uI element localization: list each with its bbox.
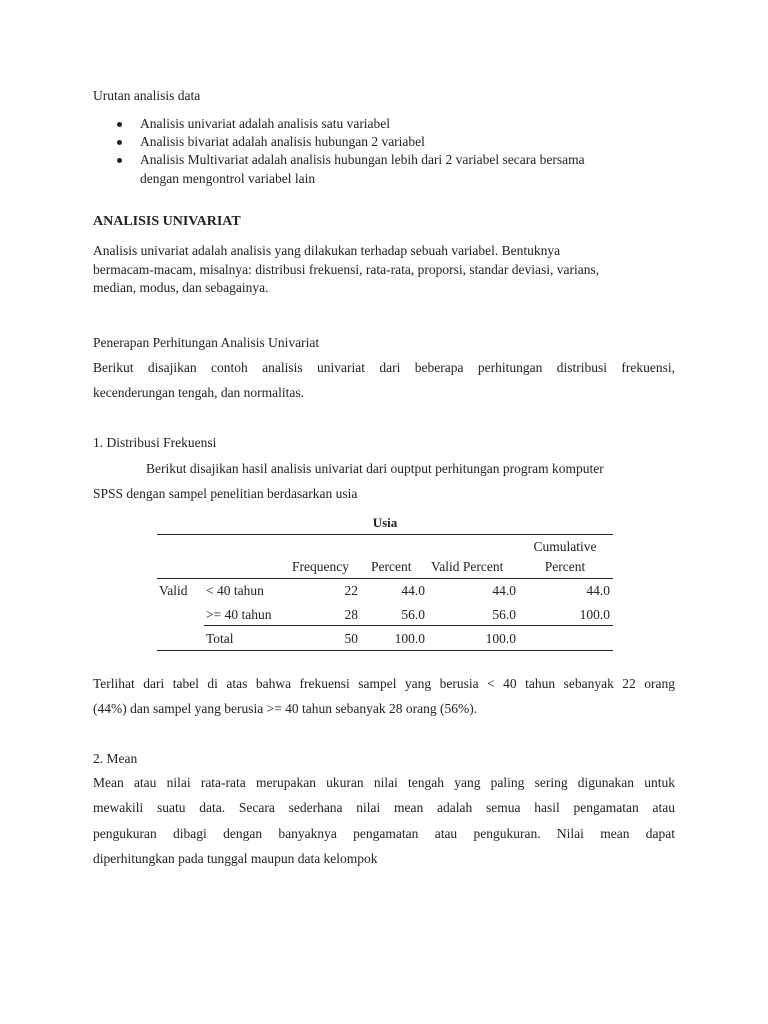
- bullet-item: Analisis univariat adalah analisis satu variabel: [140, 116, 391, 131]
- row-label: >= 40 tahun: [206, 607, 272, 622]
- bullet-dot-icon: [117, 140, 122, 145]
- paragraph-line: pengukuran dibagi dengan banyaknya pengamatan atau pengukuran. Nilai mean dapat: [93, 826, 675, 841]
- table-rule-bottom: [157, 650, 613, 651]
- cell-cumulative: 44.0: [586, 583, 610, 598]
- paragraph-line: Terlihat dari tabel di atas bahwa frekuensi sampel yang berusia < 40 tahun sebanyak 22 orang: [93, 676, 675, 691]
- bullet-item: Analisis bivariat adalah analisis hubungan 2 variabel: [140, 134, 425, 149]
- table-rule-header: [157, 578, 613, 579]
- header-frequency: Frequency: [292, 559, 349, 574]
- paragraph-line: mewakili suatu data. Secara sederhana nilai mean adalah semua hasil pengamatan atau: [93, 800, 675, 815]
- table-rule-top: [157, 534, 613, 535]
- bullet-item: Analisis Multivariat adalah analisis hubungan lebih dari 2 variabel secara bersama: [140, 152, 585, 167]
- header-cumulative: Cumulative: [533, 539, 597, 554]
- cell-frequency: 22: [344, 583, 358, 598]
- cell-valid-percent: 44.0: [492, 583, 516, 598]
- header-cumulative-percent: Percent: [544, 559, 586, 574]
- paragraph-line: kecenderungan tengah, dan normalitas.: [93, 385, 305, 400]
- bullet-dot-icon: [117, 158, 122, 163]
- cell-valid-percent: 100.0: [485, 631, 516, 646]
- cell-percent: 56.0: [401, 607, 425, 622]
- header-valid-percent: Valid Percent: [431, 559, 504, 574]
- bullet-item-continuation: dengan mengontrol variabel lain: [140, 171, 316, 186]
- intro-title: Urutan analisis data: [93, 88, 201, 103]
- table-title: Usia: [372, 515, 398, 530]
- cell-percent: 100.0: [394, 631, 425, 646]
- subsection-title: 1. Distribusi Frekuensi: [93, 435, 217, 450]
- paragraph-line: median, modus, dan sebagainya.: [93, 280, 269, 295]
- section-heading: ANALISIS UNIVARIAT: [93, 214, 241, 229]
- paragraph-line: Analisis univariat adalah analisis yang dilakukan terhadap sebuah variabel. Bentuknya: [93, 243, 561, 258]
- row-label: < 40 tahun: [206, 583, 264, 598]
- cell-frequency: 50: [344, 631, 358, 646]
- cell-valid-percent: 56.0: [492, 607, 516, 622]
- paragraph-line: Berikut disajikan hasil analisis univariat dari ouptput perhitungan program komputer: [146, 461, 604, 476]
- subsection-title: 2. Mean: [93, 751, 138, 766]
- paragraph-line: Mean atau nilai rata-rata merupakan ukuran nilai tengah yang paling sering digunakan untuk: [93, 775, 675, 790]
- subsection-title: Penerapan Perhitungan Analisis Univariat: [93, 335, 320, 350]
- table-rule-total: [204, 625, 613, 626]
- cell-frequency: 28: [344, 607, 358, 622]
- paragraph-line: SPSS dengan sampel penelitian berdasarkan usia: [93, 486, 358, 501]
- bullet-dot-icon: [117, 122, 122, 127]
- row-label: Total: [206, 631, 234, 646]
- header-percent: Percent: [371, 559, 412, 574]
- cell-cumulative: 100.0: [579, 607, 610, 622]
- paragraph-line: (44%) dan sampel yang berusia >= 40 tahun sebanyak 28 orang (56%).: [93, 701, 478, 716]
- cell-percent: 44.0: [401, 583, 425, 598]
- paragraph-line: diperhitungkan pada tunggal maupun data kelompok: [93, 851, 378, 866]
- paragraph-line: Berikut disajikan contoh analisis univariat dari beberapa perhitungan distribusi frekuensi,: [93, 360, 675, 375]
- row-group-label: Valid: [159, 583, 188, 598]
- paragraph-line: bermacam-macam, misalnya: distribusi frekuensi, rata-rata, proporsi, standar deviasi, varians,: [93, 262, 600, 277]
